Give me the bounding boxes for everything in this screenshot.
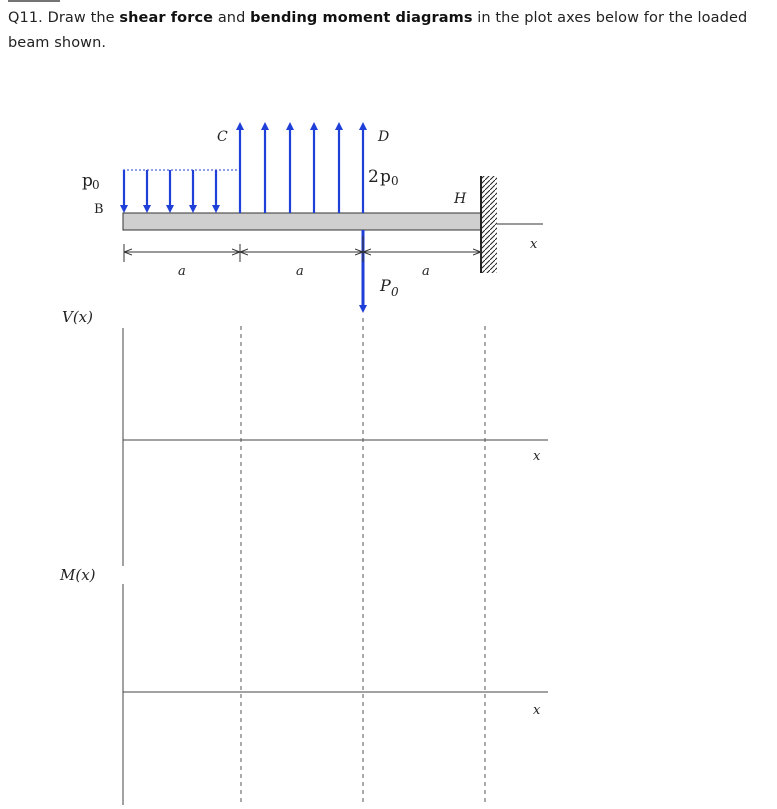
- question-text-1: Draw the: [42, 10, 120, 26]
- point-d-label: D: [378, 129, 390, 145]
- point-b-label: B: [94, 202, 104, 217]
- p2-coefficient: 2: [368, 167, 379, 187]
- shear-force-term: shear force: [119, 10, 214, 26]
- question-text-2: and: [213, 10, 251, 26]
- guide-lines: [241, 318, 485, 806]
- segment-a-3: a: [422, 264, 430, 279]
- bending-moment-term: bending moment diagrams: [250, 10, 473, 26]
- p2-symbol: p: [380, 167, 391, 187]
- shear-label: V(x): [62, 308, 93, 326]
- point-h-label: H: [454, 191, 467, 207]
- beam-x-label: x: [530, 237, 538, 252]
- dimension-lines: [124, 236, 481, 262]
- point-load-subscript: 0: [391, 285, 399, 299]
- distributed-load-p0: [123, 170, 239, 209]
- p0-left-subscript: 0: [92, 178, 100, 192]
- point-c-label: C: [217, 129, 228, 145]
- question-text-3: in the plot axes below for the loaded beam shown.: [8, 10, 748, 51]
- segment-a-2: a: [296, 264, 304, 279]
- point-load-symbol: P: [380, 276, 391, 295]
- distributed-load-2p0: [240, 126, 363, 213]
- moment-label: M(x): [60, 566, 96, 584]
- moment-x-label: x: [533, 703, 541, 718]
- p0-left-symbol: p: [82, 171, 93, 191]
- plot-axes: [123, 328, 548, 805]
- segment-a-1: a: [178, 264, 186, 279]
- fixed-wall-support: [480, 176, 497, 273]
- beam: [123, 213, 483, 230]
- shear-x-label: x: [533, 449, 541, 464]
- p2-subscript: 0: [391, 174, 399, 188]
- question-number: Q11.: [8, 10, 43, 26]
